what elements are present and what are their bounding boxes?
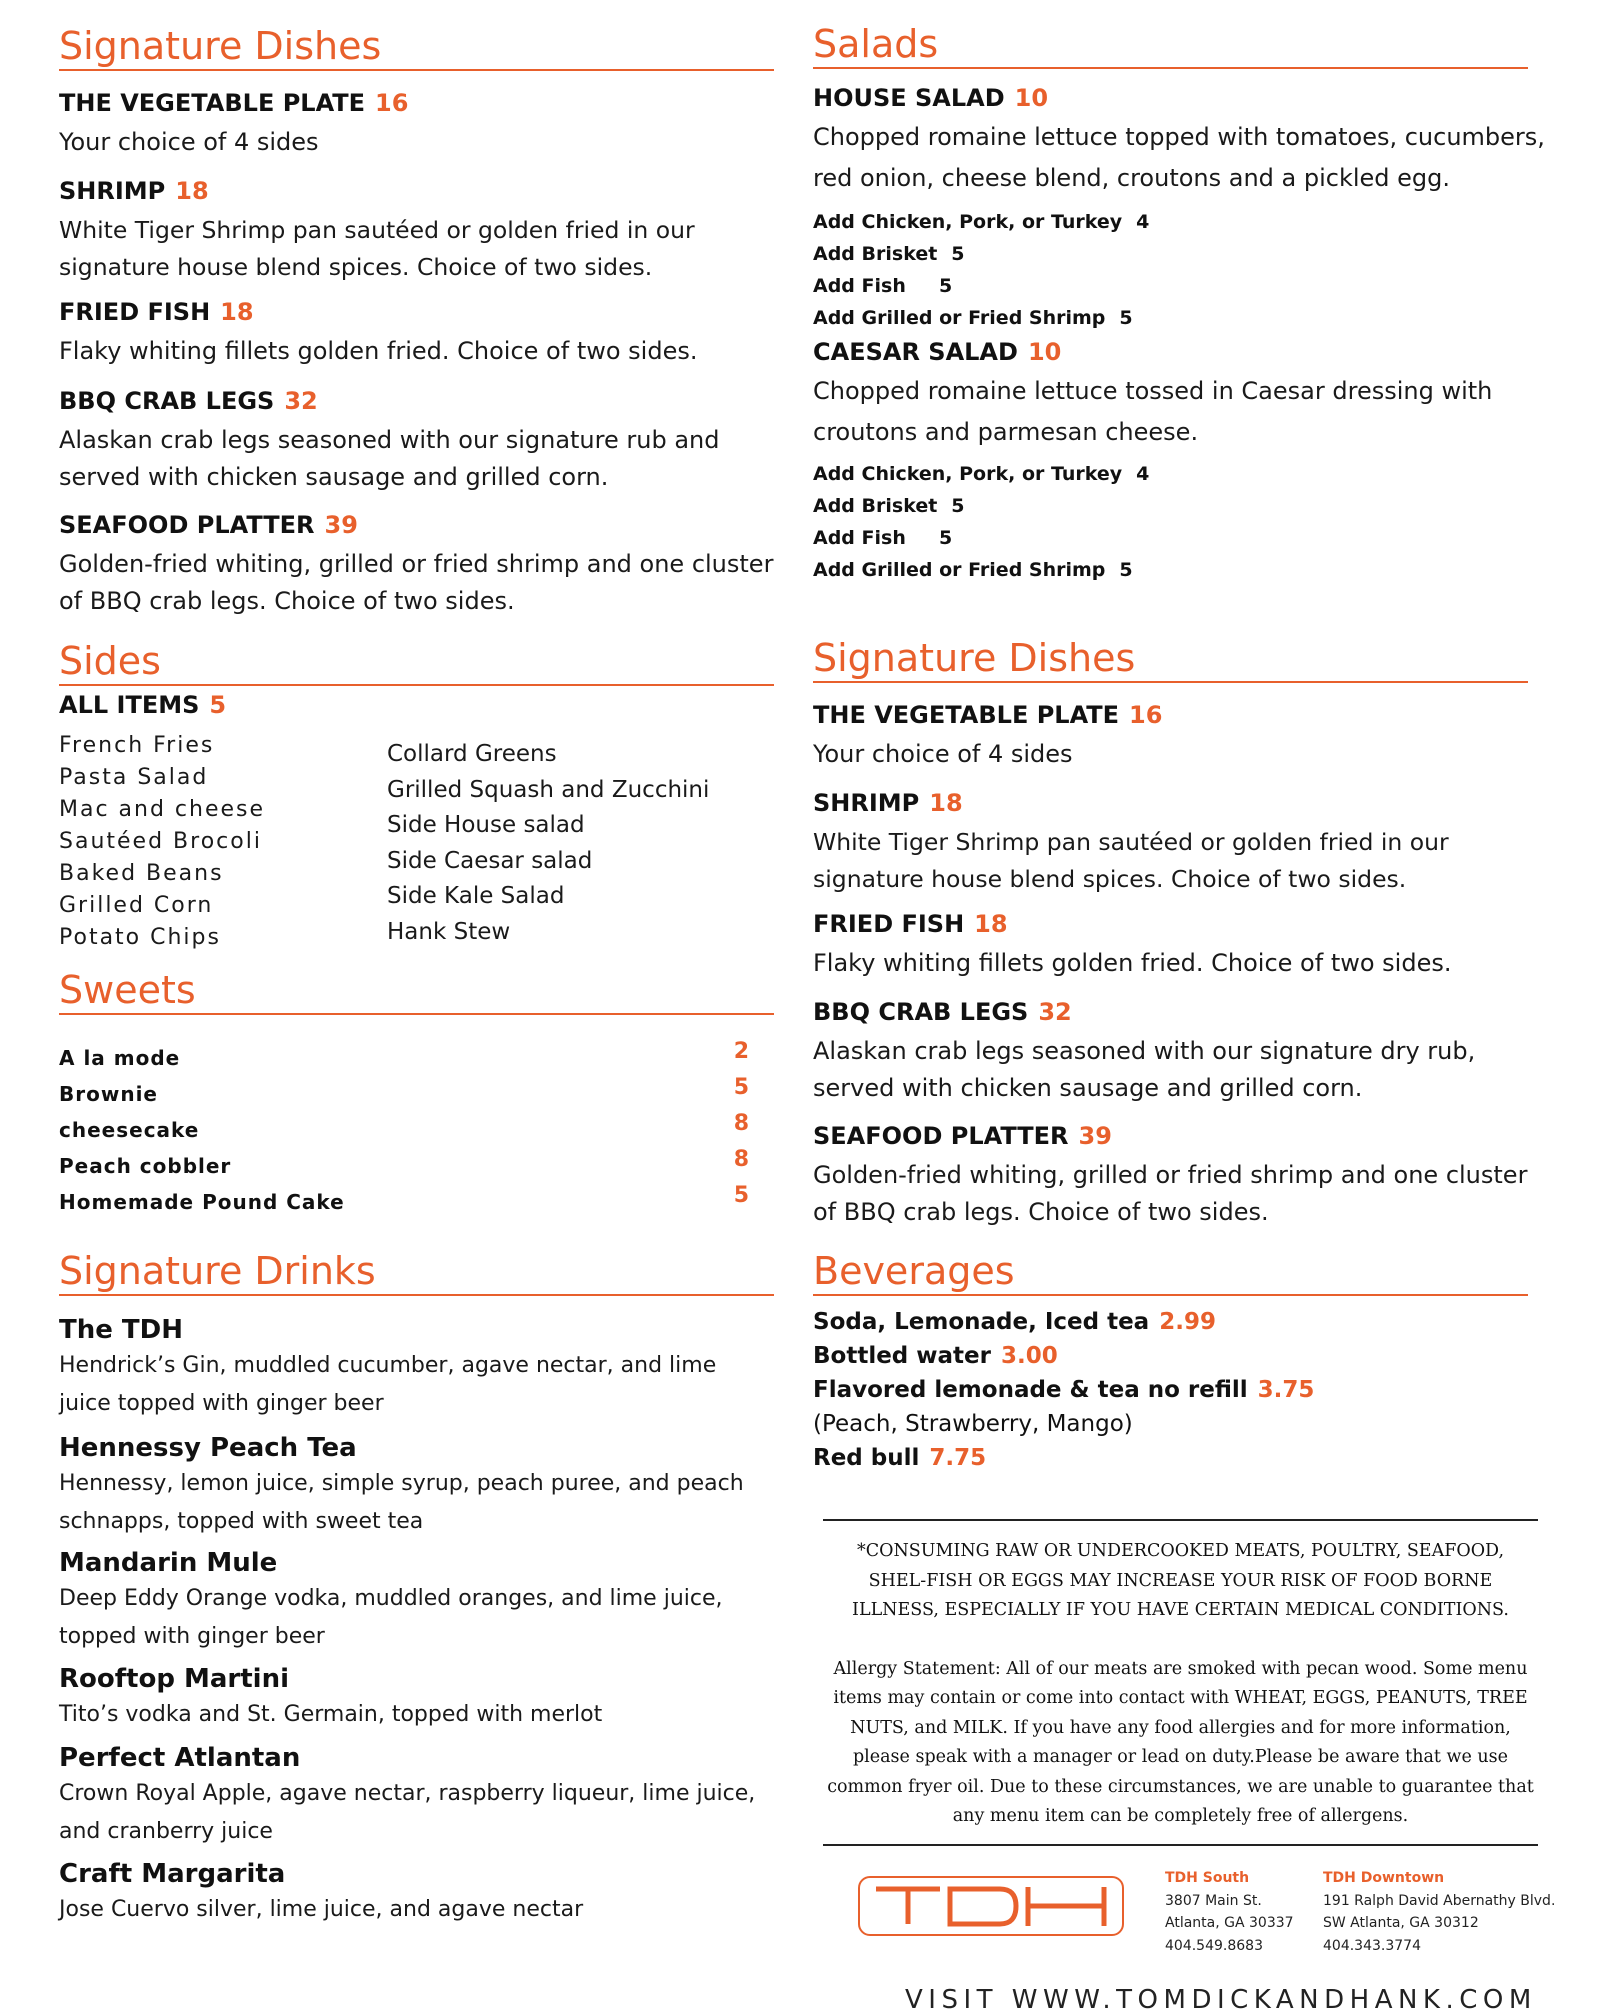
drink-item (59, 1431, 774, 1541)
location-address: 191 Ralph David Abernathy Blvd. (1323, 1892, 1556, 1909)
sweet-price: 2 (733, 1039, 749, 1064)
section-title: Signature Dishes (59, 25, 774, 71)
side-item: Potato Chips (59, 925, 221, 950)
side-item: Side Kale Salad (387, 883, 565, 909)
menu-item (813, 700, 1553, 773)
sweet-item: Brownie (59, 1082, 158, 1106)
section-title: Signature Dishes (813, 637, 1528, 683)
item-description: Your choice of 4 sides (813, 740, 1073, 768)
side-item: Grilled Corn (59, 893, 214, 918)
side-item: Sautéed Brocoli (59, 829, 262, 854)
item-name: CAESAR SALAD (813, 338, 1018, 366)
item-name: THE VEGETABLE PLATE (59, 89, 366, 117)
item-price: 10 (1027, 338, 1062, 366)
side-item: Side Caesar salad (387, 847, 593, 874)
item-price: 18 (175, 177, 209, 205)
section-title: Sweets (59, 969, 189, 1015)
website-link[interactable]: VISIT WWW.TOMDICKANDHANK.COM (905, 1985, 1537, 2015)
item-price: 32 (284, 387, 318, 415)
beverages-list (813, 1305, 1314, 1475)
drink-item (59, 1313, 774, 1423)
sweet-price: 5 (733, 1183, 749, 1208)
tdh-logo-mark (860, 1878, 1122, 1934)
side-item: Baked Beans (59, 861, 224, 886)
addon-price: 4 (1136, 463, 1150, 485)
item-name: SEAFOOD PLATTER (813, 1122, 1069, 1150)
side-item: Grilled Squash and Zucchini (387, 776, 710, 803)
salad-addons (813, 458, 1149, 586)
item-description: Alaskan crab legs seasoned with our signature rub and served with chicken sausage and grilled corn. (59, 426, 720, 491)
salads-section (813, 23, 1528, 69)
drink-item (59, 1662, 774, 1734)
menu-item (813, 997, 1553, 1107)
location-address: 3807 Main St. (1165, 1892, 1262, 1909)
drink-description: Jose Cuervo silver, lime juice, and agave nectar (59, 1897, 584, 1922)
sides-section (59, 640, 774, 686)
addon-price: 4 (1136, 211, 1150, 233)
addon-label: Add Grilled or Fried Shrimp (813, 307, 1106, 329)
sides-all-items (59, 690, 774, 720)
item-description: Flaky whiting fillets golden fried. Choice of two sides. (59, 337, 698, 365)
beverage-price: 7.75 (929, 1445, 987, 1471)
drink-name: Rooftop Martini (59, 1664, 290, 1694)
drink-item (59, 1546, 774, 1656)
item-price: 39 (1078, 1122, 1112, 1150)
addon-price: 5 (951, 243, 965, 265)
item-name: SHRIMP (59, 177, 166, 205)
allergy-statement: Allergy Statement: All of our meats are smoked with pecan wood. Some menu items may contain or come into contact with WHEAT, EGGS, PEANUTS, TREE NUTS, and MILK. If you have any food allergies and for more information, please speak with a manager or lead on duty.Please be aware that we use common fryer oil. Due to these circumstances, we are unable to guarantee that any menu item can be completely free of allergens. (827, 1658, 1534, 1826)
beverage-name: Red bull (813, 1445, 920, 1471)
addon-label: Add Brisket (813, 495, 938, 517)
item-price: 32 (1038, 998, 1072, 1026)
beverage-name: Flavored lemonade & tea no refill (813, 1377, 1248, 1403)
item-description: Flaky whiting fillets golden fried. Choice of two sides. (813, 949, 1452, 977)
item-description: Golden-fried whiting, grilled or fried shrimp and one cluster of BBQ crab legs. Choice of two sides. (813, 1161, 1528, 1226)
addon-label: Add Fish (813, 527, 906, 549)
item-description: Your choice of 4 sides (59, 128, 319, 156)
menu-item (59, 510, 774, 620)
item-name: ALL ITEMS (59, 691, 200, 719)
item-price: 10 (1014, 84, 1049, 112)
menu-item (813, 1121, 1553, 1231)
side-item: French Fries (59, 733, 215, 758)
sweet-item: Peach cobbler (59, 1154, 232, 1178)
sweet-price: 8 (733, 1111, 749, 1136)
drink-name: Perfect Atlantan (59, 1743, 301, 1773)
item-description: Alaskan crab legs seasoned with our signature dry rub, served with chicken sausage and grilled corn. (813, 1037, 1476, 1102)
menu-item (59, 88, 774, 161)
salad-addons (813, 206, 1149, 334)
salad-item (813, 83, 1553, 199)
item-name: SEAFOOD PLATTER (59, 511, 315, 539)
location-title: TDH Downtown (1323, 1870, 1445, 1886)
drink-description: Crown Royal Apple, agave nectar, raspberry liqueur, lime juice, and cranberry juice (59, 1781, 756, 1844)
menu-item (813, 909, 1553, 982)
item-description: Chopped romaine lettuce tossed in Caesar dressing with croutons and parmesan cheese. (813, 377, 1493, 446)
item-name: FRIED FISH (59, 298, 211, 326)
sweets-list (59, 1040, 459, 1220)
sweet-item: Homemade Pound Cake (59, 1190, 345, 1214)
drink-description: Hendrick’s Gin, muddled cucumber, agave nectar, and lime juice topped with ginger beer (59, 1353, 717, 1416)
item-price: 18 (974, 910, 1008, 938)
health-allergy-notice (823, 1519, 1538, 1846)
drink-name: The TDH (59, 1315, 184, 1345)
addon-label: Add Chicken, Pork, or Turkey (813, 211, 1123, 233)
drink-item (59, 1741, 774, 1851)
item-name: BBQ CRAB LEGS (59, 387, 275, 415)
location-downtown (1323, 1867, 1555, 1957)
location-phone: 404.343.3774 (1323, 1937, 1421, 1954)
addon-price: 5 (951, 495, 965, 517)
item-name: THE VEGETABLE PLATE (813, 701, 1120, 729)
side-item: Pasta Salad (59, 765, 209, 790)
item-description: Golden-fried whiting, grilled or fried shrimp and one cluster of BBQ crab legs. Choice of two sides. (59, 550, 774, 615)
menu-item (59, 176, 774, 286)
side-item: Side House salad (387, 812, 585, 838)
menu-item (59, 297, 774, 370)
side-item: Mac and cheese (59, 797, 266, 822)
section-title: Signature Drinks (59, 1250, 774, 1296)
menu-item (813, 788, 1553, 898)
sweets-prices (719, 1034, 749, 1214)
beverage-price: 3.75 (1257, 1377, 1315, 1403)
item-price: 39 (324, 511, 358, 539)
beverage-name: Soda, Lemonade, Iced tea (813, 1309, 1150, 1335)
side-item: Collard Greens (387, 741, 557, 767)
item-price: 16 (375, 89, 409, 117)
addon-price: 5 (939, 527, 953, 549)
item-name: FRIED FISH (813, 910, 965, 938)
salad-item (813, 337, 1553, 453)
addon-price: 5 (1119, 559, 1133, 581)
right-signature-section (813, 637, 1528, 683)
item-price: 5 (209, 691, 227, 719)
raw-food-warning: *CONSUMING RAW OR UNDERCOOKED MEATS, POULTRY, SEAFOOD, SHEL-FISH OR EGGS MAY INCREASE YOUR RISK OF FOOD BORNE ILLNESS, ESPECIALLY IF YOU HAVE CERTAIN MEDICAL CONDITIONS. (852, 1541, 1509, 1620)
location-south (1165, 1867, 1294, 1957)
left-signature-section (59, 25, 774, 71)
item-name: SHRIMP (813, 789, 920, 817)
addon-label: Add Fish (813, 275, 906, 297)
menu-item (59, 386, 774, 496)
item-description: White Tiger Shrimp pan sautéed or golden fried in our signature house blend spices. Choice of two sides. (59, 216, 695, 281)
drink-description: Tito’s vodka and St. Germain, topped with merlot (59, 1702, 603, 1727)
sweet-price: 8 (733, 1147, 749, 1172)
sides-list-1 (59, 730, 359, 954)
drink-description: Hennessy, lemon juice, simple syrup, peach puree, and peach schnapps, topped with sweet tea (59, 1471, 744, 1534)
item-description: White Tiger Shrimp pan sautéed or golden fried in our signature house blend spices. Choice of two sides. (813, 828, 1449, 893)
section-title: Salads (813, 23, 1528, 69)
sweets-section (59, 968, 196, 1015)
addon-price: 5 (939, 275, 953, 297)
beverages-section (813, 1250, 1528, 1296)
addon-label: Add Brisket (813, 243, 938, 265)
drink-name: Craft Margarita (59, 1859, 286, 1889)
item-description: Chopped romaine lettuce topped with tomatoes, cucumbers, red onion, cheese blend, croutons and a pickled egg. (813, 123, 1545, 192)
item-price: 18 (220, 298, 254, 326)
beverage-name: Bottled water (813, 1343, 991, 1369)
drink-name: Hennessy Peach Tea (59, 1433, 357, 1463)
section-title: Beverages (813, 1250, 1528, 1296)
drink-item (59, 1857, 774, 1929)
sweet-price: 5 (733, 1075, 749, 1100)
sweets-divider (189, 1013, 774, 1015)
beverage-flavors-note: (Peach, Strawberry, Mango) (813, 1411, 1133, 1437)
item-price: 18 (929, 789, 963, 817)
location-title: TDH South (1165, 1870, 1250, 1886)
side-item: Hank Stew (387, 918, 511, 945)
drink-name: Mandarin Mule (59, 1548, 278, 1578)
sweet-item: cheesecake (59, 1118, 200, 1142)
item-name: BBQ CRAB LEGS (813, 998, 1029, 1026)
addon-price: 5 (1119, 307, 1133, 329)
item-price: 16 (1129, 701, 1163, 729)
tdh-logo (858, 1876, 1124, 1936)
drinks-section (59, 1250, 774, 1296)
sides-list-2 (387, 737, 767, 950)
location-city: SW Atlanta, GA 30312 (1323, 1915, 1479, 1931)
location-city: Atlanta, GA 30337 (1165, 1915, 1294, 1931)
location-phone: 404.549.8683 (1165, 1937, 1263, 1954)
section-title: Sides (59, 640, 774, 686)
addon-label: Add Grilled or Fried Shrimp (813, 559, 1106, 581)
beverage-price: 3.00 (1000, 1343, 1058, 1369)
tdh-logo-text (860, 1934, 861, 1935)
beverage-price: 2.99 (1159, 1309, 1216, 1335)
item-name: HOUSE SALAD (813, 84, 1005, 112)
drink-description: Deep Eddy Orange vodka, muddled oranges, and lime juice, topped with ginger beer (59, 1586, 723, 1649)
addon-label: Add Chicken, Pork, or Turkey (813, 463, 1123, 485)
sweet-item: A la mode (59, 1046, 181, 1070)
